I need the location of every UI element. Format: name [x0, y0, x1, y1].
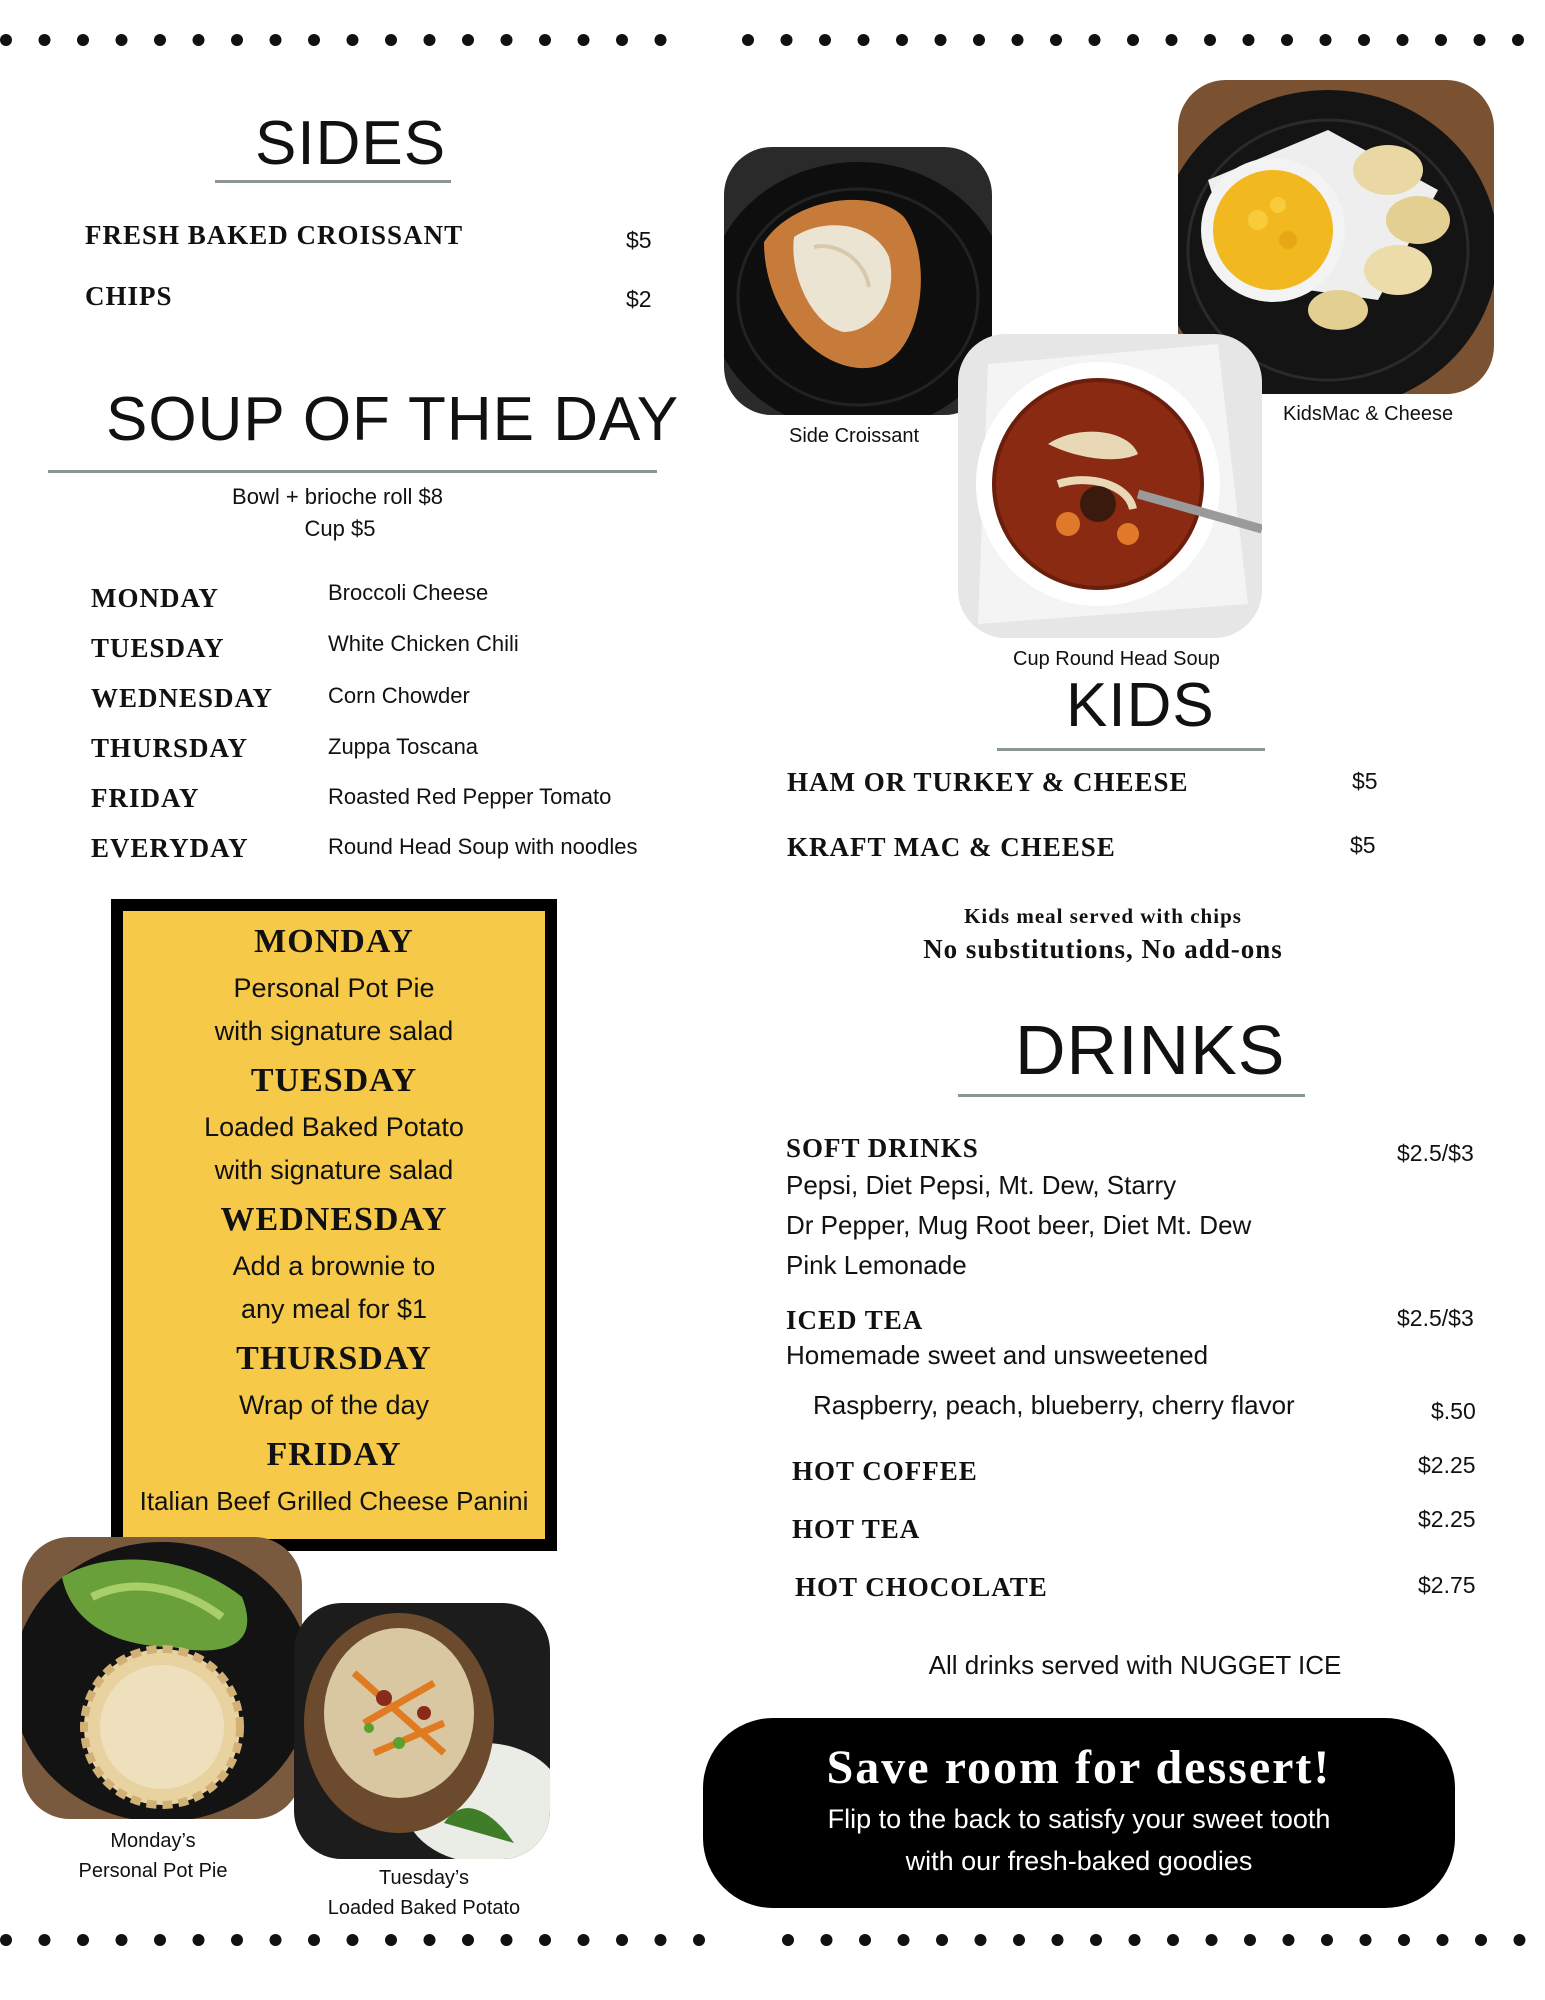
drink-soft-line: Pepsi, Diet Pepsi, Mt. Dew, Starry: [786, 1170, 1177, 1200]
border-dot: [655, 1934, 667, 1946]
border-dot: [693, 1934, 705, 1946]
drink-iced-tea-flavor-price: $.50: [1431, 1398, 1476, 1424]
border-dot: [782, 1934, 794, 1946]
soup-day-thursday: THURSDAY: [91, 733, 249, 763]
special-day-friday: FRIDAY: [266, 1436, 402, 1473]
special-day-tuesday: TUESDAY: [250, 1062, 418, 1099]
kids-mac-cheese-name: KRAFT MAC & CHEESE: [787, 832, 1116, 862]
border-dot: [973, 34, 985, 46]
soup-heading: SOUP OF THE DAY: [106, 385, 680, 454]
special-line: Wrap of the day: [238, 1390, 430, 1420]
border-dot: [578, 1934, 590, 1946]
drink-iced-tea-flavor: Raspberry, peach, blueberry, cherry flavor: [813, 1390, 1295, 1420]
drink-soft-line: Dr Pepper, Mug Root beer, Diet Mt. Dew: [786, 1210, 1252, 1240]
soup-name-wednesday: Corn Chowder: [328, 683, 470, 708]
border-dot: [1013, 1934, 1025, 1946]
border-dot: [193, 1934, 205, 1946]
border-dot: [347, 34, 359, 46]
border-dot: [1244, 1934, 1256, 1946]
border-dot: [1090, 1934, 1102, 1946]
border-dot: [231, 34, 243, 46]
potato-caption-line: Tuesday’s: [378, 1867, 470, 1889]
border-dot: [1089, 34, 1101, 46]
border-dot: [154, 1934, 166, 1946]
kids-note-chips: Kids meal served with chips: [964, 904, 1242, 928]
border-dot: [77, 1934, 89, 1946]
special-line: with signature salad: [214, 1016, 454, 1046]
kids-mac-cheese-price: $5: [1350, 832, 1376, 858]
croissant-photo: [724, 147, 992, 415]
border-dot: [116, 1934, 128, 1946]
soup-day-everyday: EVERYDAY: [91, 833, 249, 863]
border-dot: [501, 34, 513, 46]
border-dot: [270, 34, 282, 46]
border-dot: [1012, 34, 1024, 46]
drinks-ice-note: All drinks served with NUGGET ICE: [928, 1650, 1342, 1680]
side-croissant-name: FRESH BAKED CROISSANT: [85, 220, 464, 250]
border-dot: [859, 1934, 871, 1946]
border-dot: [0, 34, 12, 46]
round-head-soup-photo: [958, 334, 1262, 638]
border-dot: [1358, 34, 1370, 46]
soup-cup-line: Cup $5: [304, 516, 376, 541]
border-dot: [655, 34, 667, 46]
pot-pie-caption-line: Personal Pot Pie: [78, 1860, 228, 1882]
drink-hot-chocolate-price: $2.75: [1418, 1572, 1476, 1598]
loaded-baked-potato-photo: [294, 1603, 550, 1859]
drink-soft-name: SOFT DRINKS: [786, 1133, 979, 1163]
border-dot: [347, 1934, 359, 1946]
soup-bowl-line: Bowl + brioche roll $8: [232, 484, 443, 509]
special-day-thursday: THURSDAY: [236, 1340, 432, 1377]
sides-heading: SIDES: [255, 109, 447, 178]
border-dot: [896, 34, 908, 46]
drink-soft-line: Pink Lemonade: [786, 1250, 967, 1280]
soup-name-everyday: Round Head Soup with noodles: [328, 834, 638, 859]
border-dot: [424, 34, 436, 46]
soup-name-friday: Roasted Red Pepper Tomato: [328, 784, 612, 809]
pot-pie-photo: [22, 1537, 302, 1819]
border-dot: [539, 1934, 551, 1946]
drink-hot-coffee-name: HOT COFFEE: [792, 1456, 978, 1486]
drink-iced-tea-line: Homemade sweet and unsweetened: [786, 1340, 1209, 1370]
border-dot: [1474, 34, 1486, 46]
border-dot: [154, 34, 166, 46]
border-dot: [270, 1934, 282, 1946]
border-dot: [1321, 1934, 1333, 1946]
special-line: Add a brownie to: [232, 1251, 436, 1281]
special-line: Italian Beef Grilled Cheese Panini: [139, 1486, 529, 1516]
drink-hot-coffee-price: $2.25: [1418, 1452, 1476, 1478]
kids-ham-turkey-name: HAM OR TURKEY & CHEESE: [787, 767, 1189, 797]
soup-day-monday: MONDAY: [91, 583, 220, 613]
soup-day-wednesday: WEDNESDAY: [91, 683, 274, 713]
kids-heading: KIDS: [1066, 671, 1215, 740]
special-line: Personal Pot Pie: [233, 973, 435, 1003]
soup-name-tuesday: White Chicken Chili: [328, 631, 519, 656]
border-dot: [116, 34, 128, 46]
border-dot: [1435, 34, 1447, 46]
kids-rule: [997, 748, 1265, 751]
soup-day-friday: FRIDAY: [91, 783, 200, 813]
border-dot: [1283, 1934, 1295, 1946]
round-head-soup-caption: Cup Round Head Soup: [1013, 648, 1220, 670]
kids-ham-turkey-price: $5: [1352, 768, 1378, 794]
border-dot: [385, 34, 397, 46]
drink-iced-tea-name: ICED TEA: [786, 1305, 924, 1335]
border-dot: [858, 34, 870, 46]
border-dot: [308, 34, 320, 46]
drink-hot-tea-price: $2.25: [1418, 1506, 1476, 1532]
border-dot: [821, 1934, 833, 1946]
border-dot: [193, 34, 205, 46]
border-dot: [1243, 34, 1255, 46]
border-dot: [1129, 1934, 1141, 1946]
soup-name-monday: Broccoli Cheese: [328, 580, 489, 605]
special-day-monday: MONDAY: [254, 923, 414, 960]
border-dot: [39, 1934, 51, 1946]
soup-rule: [48, 470, 657, 473]
border-dot: [1398, 1934, 1410, 1946]
border-dot: [1512, 34, 1524, 46]
border-dot: [539, 34, 551, 46]
border-dot: [1052, 1934, 1064, 1946]
top-dotted-border: [0, 30, 1545, 50]
drink-hot-chocolate-name: HOT CHOCOLATE: [795, 1572, 1048, 1602]
border-dot: [975, 1934, 987, 1946]
border-dot: [616, 34, 628, 46]
side-croissant-price: $5: [626, 227, 652, 253]
border-dot: [616, 1934, 628, 1946]
border-dot: [462, 34, 474, 46]
border-dot: [742, 34, 754, 46]
bottom-dotted-border: [0, 1930, 1545, 1950]
border-dot: [1206, 1934, 1218, 1946]
border-dot: [1397, 34, 1409, 46]
border-dot: [462, 1934, 474, 1946]
daily-specials-box: [111, 899, 557, 1551]
border-dot: [1360, 1934, 1372, 1946]
border-dot: [424, 1934, 436, 1946]
border-dot: [1167, 1934, 1179, 1946]
special-line: any meal for $1: [240, 1294, 428, 1324]
border-dot: [898, 1934, 910, 1946]
soup-name-thursday: Zuppa Toscana: [328, 734, 479, 759]
special-day-wednesday: WEDNESDAY: [220, 1201, 448, 1238]
drink-hot-tea-name: HOT TEA: [792, 1514, 921, 1544]
pot-pie-caption-line: Monday’s: [110, 1830, 196, 1852]
border-dot: [1475, 1934, 1487, 1946]
drinks-rule: [958, 1094, 1305, 1097]
soup-day-tuesday: TUESDAY: [91, 633, 225, 663]
border-dot: [1514, 1934, 1526, 1946]
border-dot: [781, 34, 793, 46]
drinks-heading: DRINKS: [1015, 1011, 1286, 1089]
dessert-line: Flip to the back to satisfy your sweet tooth: [827, 1804, 1331, 1834]
mac-and-cheese-caption: KidsMac & Cheese: [1283, 403, 1454, 425]
special-line: Loaded Baked Potato: [204, 1112, 464, 1142]
border-dot: [501, 1934, 513, 1946]
croissant-caption: Side Croissant: [789, 425, 920, 447]
dessert-line: with our fresh-baked goodies: [905, 1846, 1253, 1876]
border-dot: [308, 1934, 320, 1946]
sides-rule: [215, 180, 451, 183]
border-dot: [1204, 34, 1216, 46]
border-dot: [1320, 34, 1332, 46]
border-dot: [1050, 34, 1062, 46]
kids-note-substitutions: No substitutions, No add-ons: [923, 934, 1283, 964]
side-chips-name: CHIPS: [85, 281, 173, 311]
border-dot: [819, 34, 831, 46]
side-chips-price: $2: [626, 286, 652, 312]
drink-soft-price: $2.5/$3: [1397, 1140, 1474, 1166]
border-dot: [1127, 34, 1139, 46]
border-dot: [77, 34, 89, 46]
border-dot: [39, 34, 51, 46]
special-line: with signature salad: [214, 1155, 454, 1185]
dessert-banner: [703, 1718, 1455, 1908]
border-dot: [1166, 34, 1178, 46]
border-dot: [1437, 1934, 1449, 1946]
border-dot: [1281, 34, 1293, 46]
dessert-title: Save room for dessert!: [826, 1741, 1332, 1794]
border-dot: [231, 1934, 243, 1946]
border-dot: [0, 1934, 12, 1946]
drink-iced-tea-price: $2.5/$3: [1397, 1305, 1474, 1331]
border-dot: [385, 1934, 397, 1946]
border-dot: [936, 1934, 948, 1946]
potato-caption-line: Loaded Baked Potato: [327, 1897, 521, 1919]
border-dot: [935, 34, 947, 46]
border-dot: [578, 34, 590, 46]
